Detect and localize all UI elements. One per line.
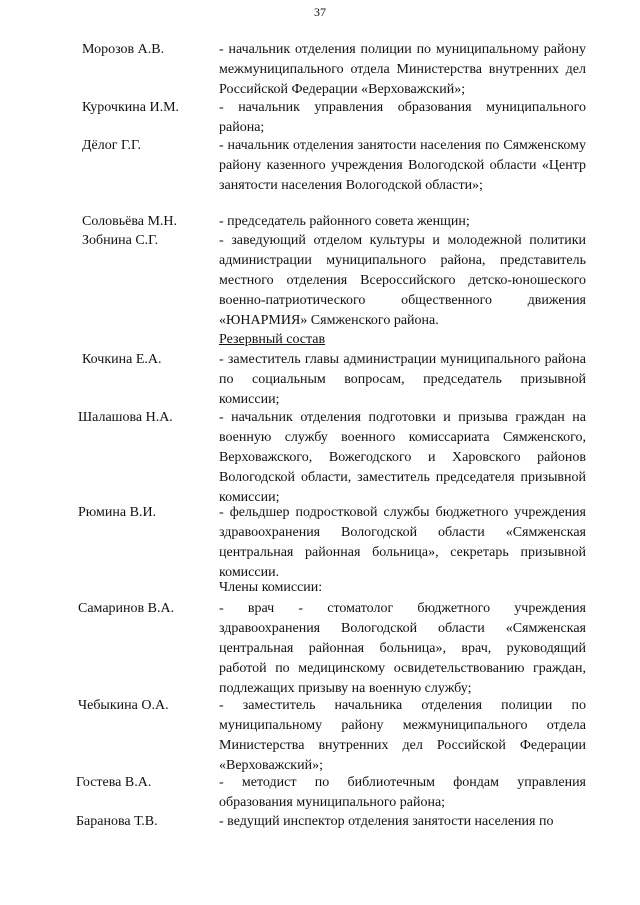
page-number: 37 (314, 5, 326, 19)
member-role: - фельдшер подростковой службы бюджетного учреждения здравоохранения Вологодской области «Сямженская центральная районная больница», секретарь призывной комиссии. (219, 505, 586, 580)
member-role: - ведущий инспектор отделения занятости населения по (219, 814, 554, 829)
member-name: Гостева В.А. (76, 775, 152, 790)
section-heading-members: Члены комиссии: (219, 580, 323, 595)
member-role: - председатель районного совета женщин; (219, 214, 470, 229)
member-name: Зобнина С.Г. (82, 233, 159, 248)
member-role: - заместитель начальника отделения полиции по муниципальному району межмуниципального отдела Министерства внутренних дел Российской Федерации «Верховажский»; (219, 698, 586, 773)
member-role: - начальник отделения полиции по муниципальному району межмуниципального отдела Министерства внутренних дел Российской Федерации «Верховажский»; (219, 42, 586, 97)
member-name: Морозов А.В. (82, 42, 165, 57)
member-role: - начальник отделения занятости населения по Сямженскому району казенного учреждения Вологодской области «Центр занятости населения Вологодской области»; (219, 138, 586, 193)
member-name: Рюмина В.И. (78, 505, 157, 520)
member-role: - заместитель главы администрации муниципального района по социальным вопросам, председатель призывной комиссии; (219, 352, 586, 407)
member-role: - начальник отделения подготовки и призыва граждан на военную службу военного комиссариата Сямженского, Верховажского, Вожегодского и Харовского районов Вологодской области, заместитель председателя призывной комиссии; (219, 410, 586, 505)
member-role: - врач - стоматолог бюджетного учреждения здравоохранения Вологодской области «Сямженская центральная районная больница», врач, руководящий работой по медицинскому освидетельствованию граждан, подлежащих призыву на военную службу; (219, 601, 586, 696)
member-name: Баранова Т.В. (76, 814, 158, 829)
section-heading-reserve: Резервный состав (219, 332, 326, 347)
member-role: - методист по библиотечным фондам управления образования муниципального района; (219, 775, 586, 810)
member-name: Соловьёва М.Н. (82, 214, 178, 229)
member-name: Дёлог Г.Г. (82, 138, 142, 153)
member-name: Шалашова Н.А. (78, 410, 173, 425)
member-name: Курочкина И.М. (82, 100, 180, 115)
member-role: - начальник управления образования муниципального района; (219, 100, 586, 135)
member-name: Чебыкина О.А. (78, 698, 169, 713)
member-role: - заведующий отделом культуры и молодежной политики администрации муниципального района, представитель местного отделения Всероссийского детско-юношеского военно-патриотического общественного движения «ЮНАРМИЯ» Сямженского района. (219, 233, 586, 328)
member-name: Кочкина Е.А. (82, 352, 162, 367)
member-name: Самаринов В.А. (78, 601, 175, 616)
